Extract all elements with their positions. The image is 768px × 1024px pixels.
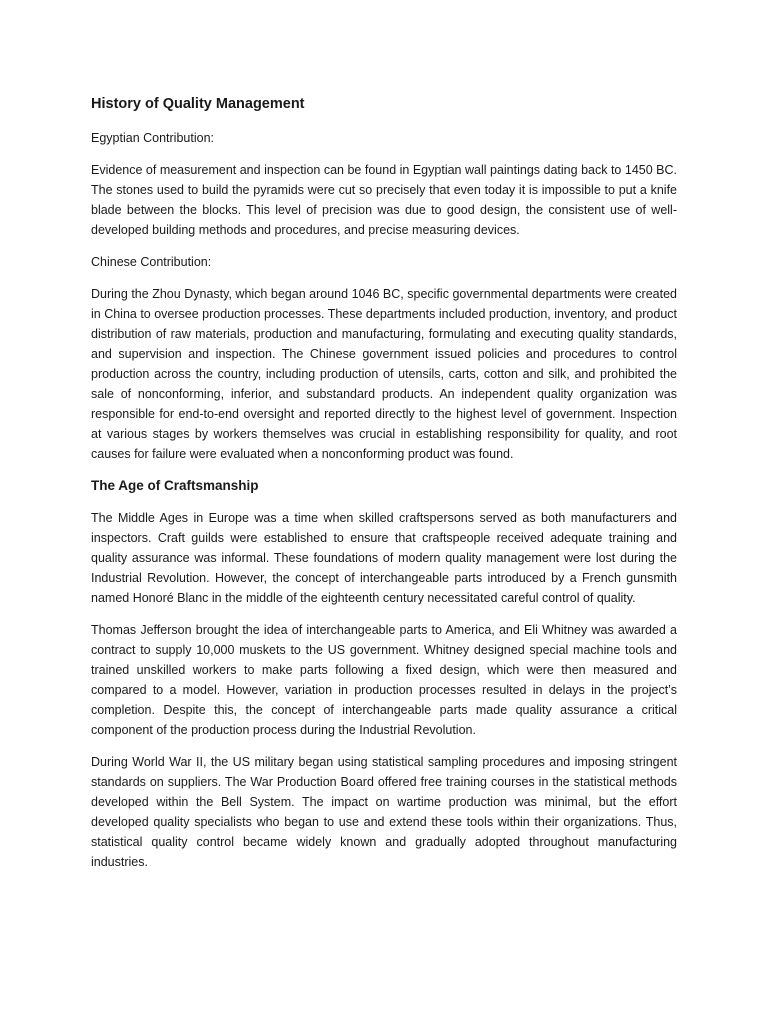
- age-of-craftsmanship-heading: The Age of Craftsmanship: [91, 478, 259, 493]
- chinese-contribution-paragraph: During the Zhou Dynasty, which began around 1046 BC, specific governmental departments were created in China to oversee production processes. These departments included production, inventory, and product distribution of raw materials, production and manufacturing, formulating and executing quality standards, and supervision and inspection. The Chinese government issued policies and procedures to control production across the country, including production of utensils, carts, cotton and silk, and prohibited the sale of nonconforming, inferior, and substandard products. An independent quality organization was responsible for end-to-end oversight and reported directly to the highest level of government. Inspection at various stages by workers themselves was crucial in establishing responsibility for quality, and root causes for failure were evaluated when a nonconforming product was found.: [91, 287, 677, 461]
- craftsmanship-paragraph-world-war-ii: During World War II, the US military began using statistical sampling procedures and imposing stringent standards on suppliers. The War Production Board offered free training courses in the statistical methods developed within the Bell System. The impact on wartime production was minimal, but the effort developed quality specialists who began to use and extend these tools within their organizations. Thus, statistical quality control became widely known and gradually adopted throughout manufacturing industries.: [91, 755, 677, 869]
- craftsmanship-paragraph-jefferson: Thomas Jefferson brought the idea of interchangeable parts to America, and Eli Whitney was awarded a contract to supply 10,000 muskets to the US government. Whitney designed special machine tools and trained unskilled workers to make parts following a fixed design, which were then measured and compared to a model. However, variation in production processes resulted in delays in the project’s completion. Despite this, the concept of interchangeable parts made quality assurance a critical component of the production process during the Industrial Revolution.: [91, 623, 677, 737]
- egyptian-contribution-heading: Egyptian Contribution:: [91, 131, 214, 145]
- craftsmanship-paragraph-middle-ages: The Middle Ages in Europe was a time when skilled craftspersons served as both manufacturers and inspectors. Craft guilds were established to ensure that craftspeople received adequate training and quality assurance was informal. These foundations of modern quality management were lost during the Industrial Revolution. However, the concept of interchangeable parts introduced by a French gunsmith named Honoré Blanc in the middle of the eighteenth century necessitated careful control of quality.: [91, 511, 677, 605]
- page-title: History of Quality Management: [91, 96, 305, 112]
- egyptian-contribution-paragraph: Evidence of measurement and inspection can be found in Egyptian wall paintings dating back to 1450 BC. The stones used to build the pyramids were cut so precisely that even today it is impossible to put a knife blade between the blocks. This level of precision was due to good design, the consistent use of well-developed building methods and procedures, and precise measuring devices.: [91, 163, 677, 237]
- chinese-contribution-heading: Chinese Contribution:: [91, 255, 212, 269]
